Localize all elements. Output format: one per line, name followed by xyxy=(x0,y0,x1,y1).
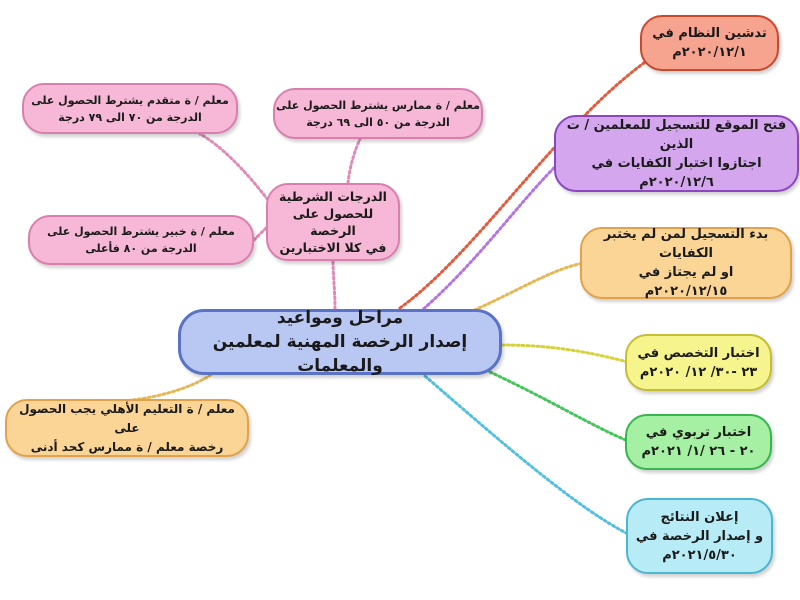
results-date: ٢٠٢١/٥/٣٠م xyxy=(662,547,737,563)
condition-line2: للحصول على الرخصة xyxy=(292,206,374,238)
expert-teacher-line2: الدرجة من ٨٠ فأعلى xyxy=(85,242,197,255)
practitioner-teacher-line1: معلم / ة ممارس يشترط الحصول على xyxy=(276,98,480,112)
system-launch-line1: تدشين النظام في xyxy=(652,26,767,41)
results-line1: إعلان النتائج xyxy=(660,509,739,525)
condition-line3: في كلا الاختبارين xyxy=(279,240,387,255)
connector-to-educational xyxy=(490,372,628,441)
site-opening-line1: فتح الموقع للتسجيل للمعلمين / ت الذين xyxy=(566,117,787,152)
site-opening-line2: اجتازوا اختبار الكفايات في xyxy=(591,155,762,171)
educational-line1: اختبار تربوي في xyxy=(645,425,752,440)
specialization-test-node xyxy=(625,334,772,391)
private-education-node xyxy=(5,399,249,457)
educational-test-node xyxy=(625,414,772,470)
site-opening-date: ٢٠٢٠/١٢/٦م xyxy=(639,174,714,190)
connector-to-condition xyxy=(333,261,335,309)
results-line2: و إصدار الرخصة في xyxy=(635,528,764,544)
expert-teacher-line1: معلم / ة خبير يشترط الحصول على xyxy=(47,225,235,238)
connector-to-results xyxy=(425,376,630,535)
connector-to-grade-advanced xyxy=(200,134,268,200)
connector-to-grade-practitioner xyxy=(348,139,360,183)
registration-line2: او لم يجتاز في xyxy=(638,265,734,280)
condition-grades-node xyxy=(266,183,400,261)
advanced-teacher-line2: الدرجة من ٧٠ الى ٧٩ درجة xyxy=(58,110,202,124)
private-education-line1: معلم / ة التعليم الأهلي يجب الحصول على xyxy=(19,401,235,435)
registration-date: ٢٠٢٠/١٢/١٥م xyxy=(644,284,728,299)
registration-start-node xyxy=(580,227,792,299)
registration-line1: بدء التسجيل لمن لم يختبر الكفايات xyxy=(603,227,769,261)
practitioner-teacher-node xyxy=(273,88,483,139)
results-announcement-node xyxy=(626,498,773,574)
site-opening-node xyxy=(554,115,799,192)
connector-to-grade-expert xyxy=(254,228,266,240)
expert-teacher-node xyxy=(28,215,254,265)
advanced-teacher-line1: معلم / ة متقدم يشترط الحصول على xyxy=(31,93,229,107)
specialization-date: ٢٣ -٣٠/ ١٢/ ٢٠٢٠م xyxy=(639,364,758,380)
connector-to-registration xyxy=(470,263,583,312)
practitioner-teacher-line2: الدرجة من ٥٠ الى ٦٩ درجة xyxy=(306,115,450,129)
educational-date: ٢٠ - ٢٦ /١/ ٢٠٢١م xyxy=(641,444,756,459)
advanced-teacher-node xyxy=(22,83,238,134)
central-topic-line2: إصدار الرخصة المهنية لمعلمين والمعلمات xyxy=(212,332,468,376)
specialization-line1: اختبار التخصص في xyxy=(637,345,760,361)
central-topic xyxy=(178,309,502,375)
private-education-line2: رخصة معلم / ة ممارس كحد أدنى xyxy=(30,439,224,454)
connector-to-specialization xyxy=(502,345,628,362)
central-topic-line1: مراحل ومواعيد xyxy=(276,308,404,328)
connector-to-open-site xyxy=(420,160,562,312)
system-launch-node xyxy=(640,15,779,71)
condition-line1: الدرجات الشرطية xyxy=(279,189,387,204)
system-launch-date: ٢٠٢٠/١٢/١م xyxy=(672,45,747,60)
